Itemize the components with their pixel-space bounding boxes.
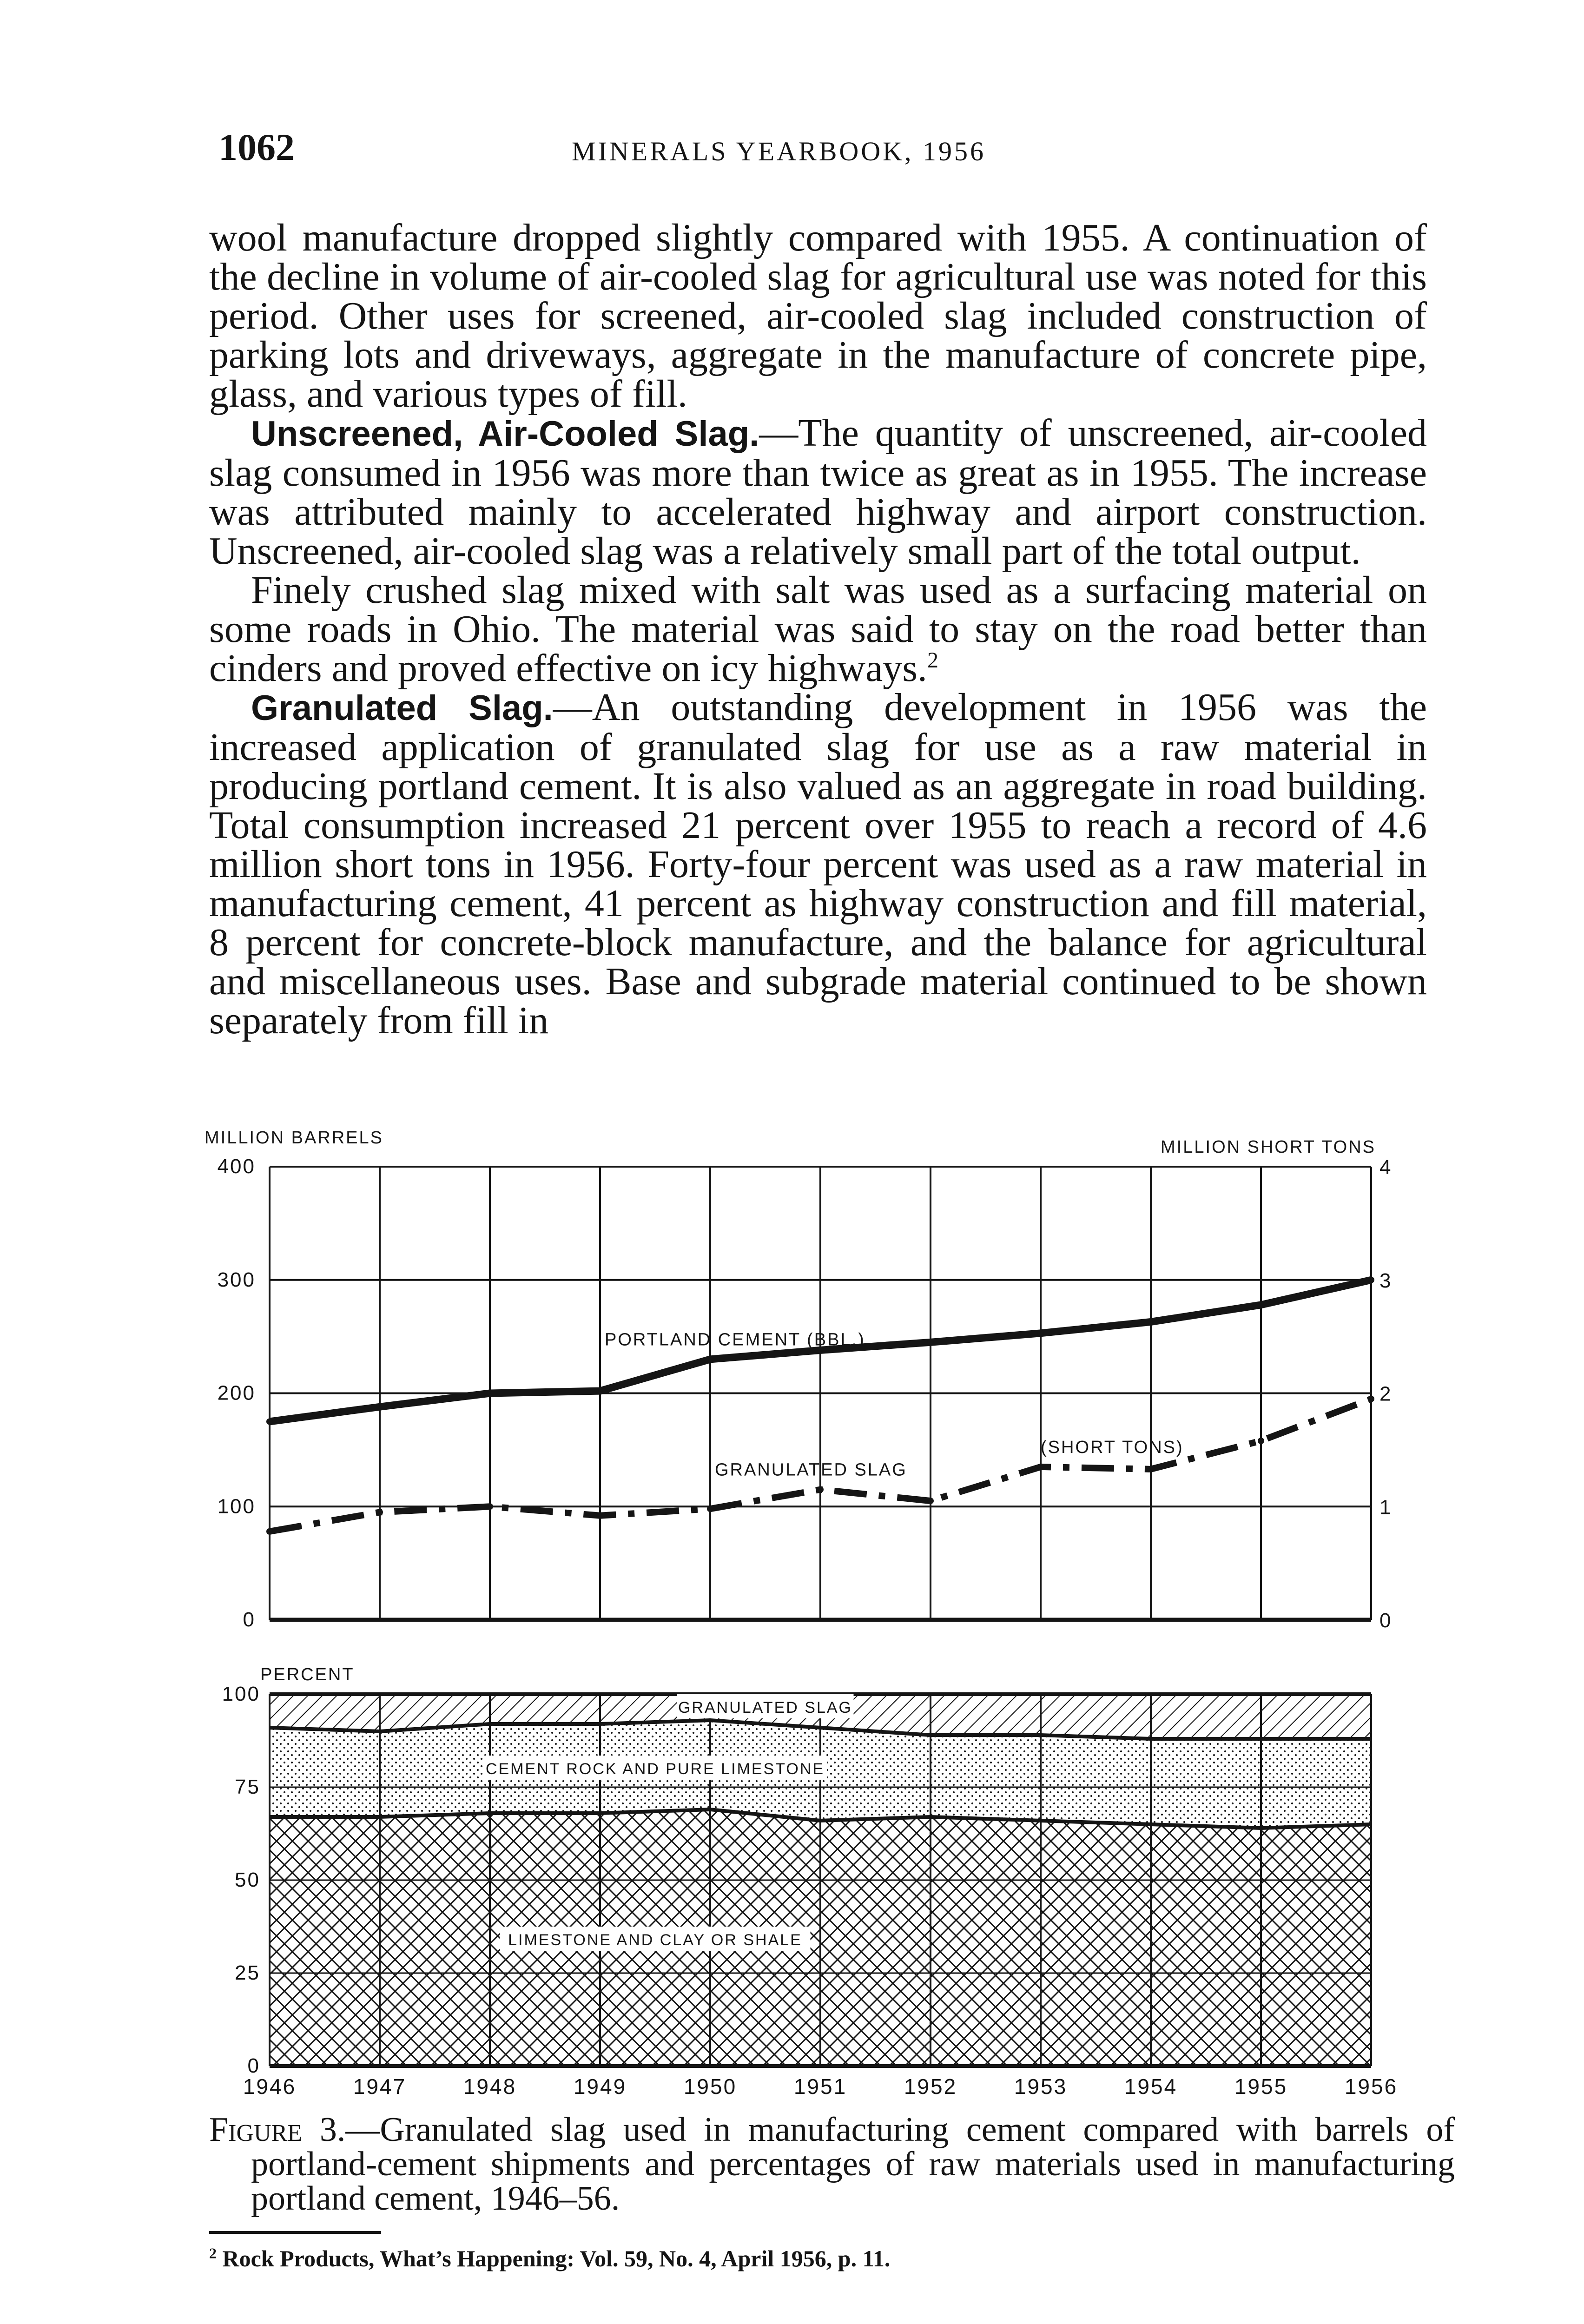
area-label-granulated-slag: GRANULATED SLAG xyxy=(678,1699,853,1717)
footnote-number: 2 xyxy=(209,2245,217,2262)
paragraph-2 xyxy=(209,411,1427,573)
stacked-area-chart xyxy=(222,1665,1398,2099)
x-tick-year: 1954 xyxy=(1124,2074,1178,2099)
y-axis-label-percent: PERCENT xyxy=(260,1665,355,1684)
data-point-granulated-slag xyxy=(927,1498,934,1504)
x-tick-year: 1956 xyxy=(1344,2074,1398,2099)
footnote xyxy=(209,2245,890,2272)
x-tick-year: 1952 xyxy=(904,2074,957,2099)
y-tick-percent: 25 xyxy=(235,1961,260,1984)
data-point-granulated-slag xyxy=(266,1528,273,1535)
paragraph-3 xyxy=(209,568,1427,690)
x-tick-year: 1955 xyxy=(1234,2074,1288,2099)
paragraph-3-text: Finely crushed slag mixed with salt was used as a surfacing material on some roads in Ohio. The material was said to stay on the road better than cinders and proved effective on icy highways. xyxy=(209,568,1427,690)
annotation-portland-cement: PORTLAND CEMENT (BBL.) xyxy=(605,1330,865,1350)
y-tick-left: 400 xyxy=(217,1155,256,1178)
y-axis-label-left: MILLION BARRELS xyxy=(205,1128,383,1148)
y-tick-left: 300 xyxy=(217,1268,256,1291)
x-tick-year: 1946 xyxy=(243,2074,297,2099)
y-tick-right: 1 xyxy=(1379,1496,1393,1519)
annotation-short-tons: (SHORT TONS) xyxy=(1041,1437,1184,1457)
annotation-granulated-slag: GRANULATED SLAG xyxy=(715,1460,907,1480)
page-header xyxy=(218,125,1427,172)
data-point-portland-cement xyxy=(1258,1301,1264,1308)
y-axis-label-right: MILLION SHORT TONS xyxy=(1161,1137,1376,1157)
data-point-portland-cement xyxy=(266,1418,273,1425)
x-tick-year: 1950 xyxy=(683,2074,737,2099)
running-head: MINERALS YEARBOOK, 1956 xyxy=(572,136,986,166)
data-point-granulated-slag xyxy=(817,1486,824,1493)
data-point-granulated-slag xyxy=(1148,1466,1154,1472)
footnote-text: Rock Products, What’s Happening: Vol. 59, No. 4, April 1956, p. 11. xyxy=(222,2245,891,2271)
heading-granulated-slag: Granulated Slag. xyxy=(251,688,553,728)
data-point-portland-cement xyxy=(1037,1330,1044,1336)
figure-caption-text: —Granulated slag used in manufacturing cement compared with barrels of portland-cement shipments and percentages of raw materials used in manufacturing portland cement, 1946–56. xyxy=(251,2111,1455,2218)
data-point-granulated-slag xyxy=(487,1503,493,1510)
data-point-granulated-slag xyxy=(376,1509,383,1515)
paragraph-4 xyxy=(209,688,1427,1040)
data-point-granulated-slag xyxy=(597,1512,603,1519)
paragraph-2-text: —The quantity of unscreened, air-cooled slag consumed in 1956 was more than twice as great as in 1955. The increase was attributed mainly to accelerated highway and airport construction. Unscreened, air-cooled slag was a relatively small part of the total output. xyxy=(209,411,1427,573)
heading-unscreened-slag: Unscreened, Air-Cooled Slag. xyxy=(251,414,759,454)
y-tick-percent: 50 xyxy=(235,1868,260,1891)
data-point-portland-cement xyxy=(927,1339,934,1346)
x-tick-year: 1953 xyxy=(1014,2074,1068,2099)
y-tick-percent: 75 xyxy=(235,1776,260,1798)
y-tick-right: 3 xyxy=(1379,1269,1393,1292)
y-tick-left: 200 xyxy=(217,1381,256,1405)
data-point-portland-cement xyxy=(487,1390,493,1397)
paragraph-1: wool manufacture dropped slightly compared with 1955. A continuation of the decline in volume of air-cooled slag for agricultural use was noted for this period. Other uses for screened, air-cooled slag included construction of parking lots and driveways, aggregate in the manufacture of concrete pipe, glass, and various types of fill. xyxy=(209,216,1427,416)
footnote-ref: 2 xyxy=(927,648,938,673)
y-tick-right: 0 xyxy=(1379,1609,1393,1632)
y-tick-left: 0 xyxy=(243,1608,256,1631)
figure-caption xyxy=(209,2113,1455,2216)
footnote-rule xyxy=(209,2231,381,2234)
data-point-portland-cement xyxy=(376,1404,383,1410)
area-label-limestone-clay: LIMESTONE AND CLAY OR SHALE xyxy=(508,1931,802,1949)
page-number: 1062 xyxy=(218,126,295,168)
y-tick-percent: 0 xyxy=(247,2054,260,2077)
body-text xyxy=(209,218,1427,1040)
x-tick-year: 1951 xyxy=(793,2074,847,2099)
figure-label: Figure 3. xyxy=(209,2111,346,2149)
data-point-granulated-slag xyxy=(1368,1396,1374,1402)
data-point-portland-cement xyxy=(1368,1277,1374,1283)
data-point-portland-cement xyxy=(707,1356,713,1362)
y-tick-left: 100 xyxy=(217,1495,256,1518)
line-chart xyxy=(205,1128,1392,1632)
y-tick-right: 2 xyxy=(1379,1382,1393,1406)
y-tick-percent: 100 xyxy=(222,1683,260,1705)
area-label-cement-rock: CEMENT ROCK AND PURE LIMESTONE xyxy=(485,1760,825,1778)
figure-3 xyxy=(0,1106,1584,2101)
data-point-granulated-slag xyxy=(707,1505,713,1512)
y-tick-right: 4 xyxy=(1379,1156,1393,1179)
data-point-granulated-slag xyxy=(1258,1438,1264,1444)
paragraph-4-text: —An outstanding development in 1956 was the increased application of granulated slag for use as a raw material in producing portland cement. It is also valued as an aggregate in road building. Total consumption increased 21 percent over 1955 to reach a record of 4.6 million short tons in 1956. Forty-four percent was used as a raw material in manufacturing cement, 41 percent as highway construction and fill material, 8 percent for concrete-block manufacture, and the balance for agricultural and miscellaneous uses. Base and subgrade material continued to be shown separately from fill in xyxy=(209,686,1427,1042)
data-point-portland-cement xyxy=(1148,1319,1154,1325)
x-tick-year: 1947 xyxy=(353,2074,407,2099)
x-tick-year: 1949 xyxy=(573,2074,627,2099)
data-point-portland-cement xyxy=(597,1388,603,1394)
x-tick-year: 1948 xyxy=(463,2074,517,2099)
data-point-granulated-slag xyxy=(1037,1464,1044,1470)
